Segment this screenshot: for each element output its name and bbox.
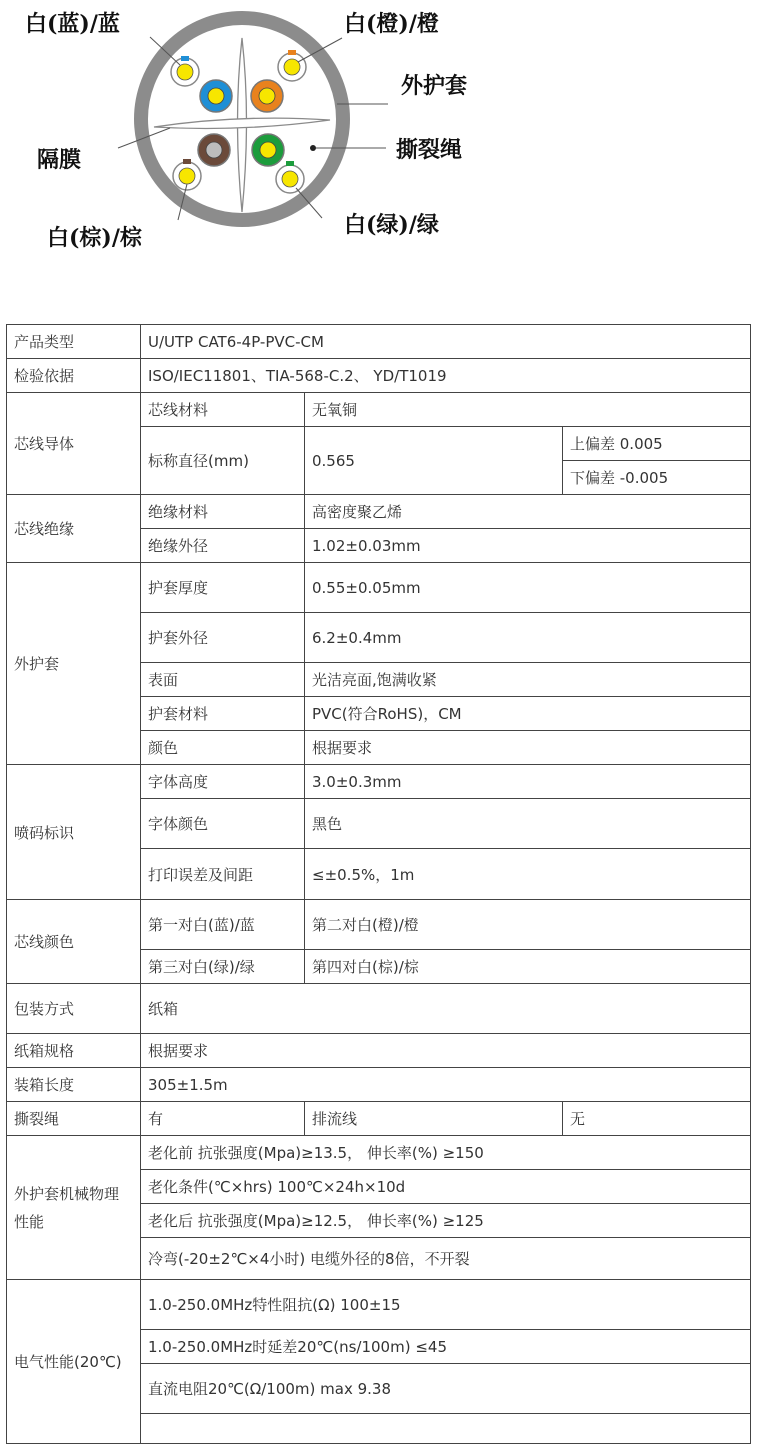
row-label-packing: 包装方式 [7, 984, 141, 1034]
white-orange-conductor [284, 59, 300, 75]
mechanical-after-aging: 老化后 抗张强度(Mpa)≥12.5， 伸长率(%) ≥125 [141, 1204, 751, 1238]
core-color-pair3: 第三对白(绿)/绿 [141, 950, 305, 984]
white-orange-stripe [288, 50, 296, 55]
label-separator: 隔膜 [37, 147, 82, 173]
conductor-diameter-value: 0.565 [305, 427, 563, 495]
marking-error-value: ≤±0.5%，1m [305, 849, 751, 900]
marking-height-value: 3.0±0.3mm [305, 765, 751, 799]
conductor-diameter-label: 标称直径(mm) [141, 427, 305, 495]
drain-wire-value: 无 [563, 1102, 751, 1136]
white-green-stripe [286, 161, 294, 166]
core-color-pair4: 第四对白(棕)/棕 [305, 950, 751, 984]
box-length-value: 305±1.5m [141, 1068, 751, 1102]
table-row [7, 1102, 751, 1136]
jacket-material-value: PVC(符合RoHS)，CM [305, 697, 751, 731]
orange-conductor [259, 88, 275, 104]
core-color-pair1: 第一对白(蓝)/蓝 [141, 900, 305, 950]
mechanical-before-aging: 老化前 抗张强度(Mpa)≥13.5， 伸长率(%) ≥150 [141, 1136, 751, 1170]
row-label-ripcord: 撕裂绳 [7, 1102, 141, 1136]
white-brown-conductor [179, 168, 195, 184]
conductor-lower-tolerance: 下偏差 -0.005 [563, 461, 751, 495]
spec-table [6, 324, 751, 1444]
row-label-standard: 检验依据 [7, 359, 141, 393]
jacket-color-label: 颜色 [141, 731, 305, 765]
table-row [7, 1136, 751, 1170]
marking-color-value: 黑色 [305, 799, 751, 849]
conductor-upper-tolerance: 上偏差 0.005 [563, 427, 751, 461]
jacket-material-label: 护套材料 [141, 697, 305, 731]
table-row [7, 563, 751, 613]
ripcord-value: 有 [141, 1102, 305, 1136]
cable-cross-section-diagram [0, 0, 500, 290]
drain-wire-label: 排流线 [305, 1102, 563, 1136]
table-row [7, 1280, 751, 1330]
label-white-brown: 白(棕)/棕 [47, 225, 142, 251]
label-ripcord: 撕裂绳 [396, 137, 463, 163]
white-blue-conductor [177, 64, 193, 80]
row-label-electrical: 电气性能(20℃) [7, 1280, 141, 1444]
label-white-blue: 白(蓝)/蓝 [25, 11, 120, 37]
table-row [7, 393, 751, 427]
product-type-value: U/UTP CAT6-4P-PVC-CM [141, 325, 751, 359]
insulation-od-value: 1.02±0.03mm [305, 529, 751, 563]
label-white-orange: 白(橙)/橙 [344, 11, 439, 37]
table-row [7, 1068, 751, 1102]
jacket-thickness-value: 0.55±0.05mm [305, 563, 751, 613]
jacket-od-label: 护套外径 [141, 613, 305, 663]
insulation-material-value: 高密度聚乙烯 [305, 495, 751, 529]
electrical-delay-skew: 1.0-250.0MHz时延差20℃(ns/100m) ≤45 [141, 1330, 751, 1364]
separator-horizontal [154, 118, 330, 128]
conductor-material-label: 芯线材料 [141, 393, 305, 427]
electrical-empty-row [141, 1414, 751, 1444]
electrical-dc-resistance: 直流电阻20℃(Ω/100m) max 9.38 [141, 1364, 751, 1414]
row-label-conductor: 芯线导体 [7, 393, 141, 495]
row-label-core-color: 芯线颜色 [7, 900, 141, 984]
table-row [7, 325, 751, 359]
row-label-insulation: 芯线绝缘 [7, 495, 141, 563]
row-label-box-spec: 纸箱规格 [7, 1034, 141, 1068]
jacket-surface-label: 表面 [141, 663, 305, 697]
jacket-color-value: 根据要求 [305, 731, 751, 765]
row-label-jacket: 外护套 [7, 563, 141, 765]
table-row [7, 1034, 751, 1068]
insulation-od-label: 绝缘外径 [141, 529, 305, 563]
row-label-marking: 喷码标识 [7, 765, 141, 900]
packing-value: 纸箱 [141, 984, 751, 1034]
jacket-surface-value: 光洁亮面,饱满收紧 [305, 663, 751, 697]
conductor-material-value: 无氧铜 [305, 393, 751, 427]
insulation-material-label: 绝缘材料 [141, 495, 305, 529]
green-conductor [260, 142, 276, 158]
jacket-od-value: 6.2±0.4mm [305, 613, 751, 663]
table-row [7, 765, 751, 799]
table-row [7, 495, 751, 529]
electrical-impedance: 1.0-250.0MHz特性阻抗(Ω) 100±15 [141, 1280, 751, 1330]
row-label-box-length: 装箱长度 [7, 1068, 141, 1102]
table-row [7, 359, 751, 393]
row-label-product-type: 产品类型 [7, 325, 141, 359]
standard-value: ISO/IEC11801、TIA-568-C.2、 YD/T1019 [141, 359, 751, 393]
brown-conductor [206, 142, 222, 158]
ripcord-dot [310, 145, 316, 151]
marking-height-label: 字体高度 [141, 765, 305, 799]
marking-error-label: 打印误差及间距 [141, 849, 305, 900]
label-white-green: 白(绿)/绿 [344, 212, 439, 238]
white-green-conductor [282, 171, 298, 187]
marking-color-label: 字体颜色 [141, 799, 305, 849]
box-spec-value: 根据要求 [141, 1034, 751, 1068]
white-brown-stripe [183, 159, 191, 164]
table-row [7, 900, 751, 950]
core-color-pair2: 第二对白(橙)/橙 [305, 900, 751, 950]
label-outer-sheath: 外护套 [401, 73, 468, 99]
blue-conductor [208, 88, 224, 104]
mechanical-cold-bend: 冷弯(-20±2℃×4小时) 电缆外径的8倍，不开裂 [141, 1238, 751, 1280]
mechanical-aging-condition: 老化条件(℃×hrs) 100℃×24h×10d [141, 1170, 751, 1204]
row-label-mechanical: 外护套机械物理性能 [7, 1136, 141, 1280]
white-blue-stripe [181, 56, 189, 61]
jacket-thickness-label: 护套厚度 [141, 563, 305, 613]
table-row [7, 984, 751, 1034]
